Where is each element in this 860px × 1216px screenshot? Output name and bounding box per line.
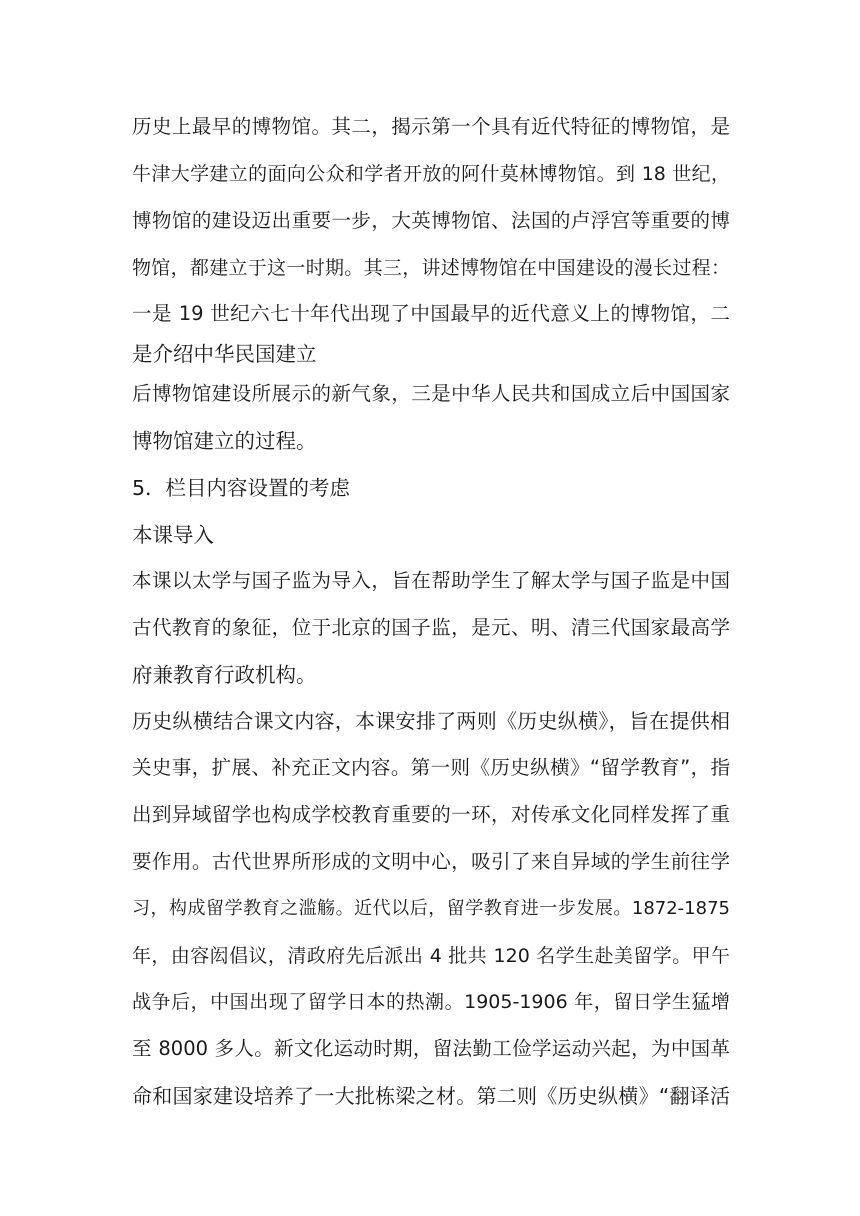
text-line: 命和国家建设培养了一大批栋梁之材。第二则《历史纵横》“翻译活 xyxy=(132,1084,730,1108)
text-line: 后博物馆建设所展示的新气象，三是中华人民共和国成立后中国国家 xyxy=(132,382,730,405)
text-line: 习，构成留学教育之滥觞。近代以后，留学教育进一步发展。1872-1875 xyxy=(132,898,730,919)
text-line: 博物馆的建设迈出重要一步，大英博物馆、法国的卢浮宫等重要的博 xyxy=(132,209,730,232)
text-line: 历史纵横结合课文内容，本课安排了两则《历史纵横》，旨在提供相 xyxy=(132,709,730,733)
text-line: 至 8000 多人。新文化运动时期，留法勤工俭学运动兴起，为中国革 xyxy=(132,1037,730,1060)
text-line: 是介绍中华民国建立 xyxy=(132,342,317,366)
section-heading: 5．栏目内容设置的考虑 xyxy=(132,476,351,500)
text-line: 历史上最早的博物馆。其二，揭示第一个具有近代特征的博物馆，是 xyxy=(132,115,730,138)
text-line: 物馆，都建立于这一时期。其三，讲述博物馆在中国建设的漫长过程： xyxy=(132,257,730,279)
text-line: 博物馆建立的过程。 xyxy=(132,429,317,453)
text-line: 古代教育的象征，位于北京的国子监，是元、明、清三代国家最高学 xyxy=(132,616,730,639)
text-line: 牛津大学建立的面向公众和学者开放的阿什莫林博物馆。到 18 世纪， xyxy=(132,163,730,185)
text-line: 要作用。古代世界所形成的文明中心，吸引了来自异域的学生前往学 xyxy=(132,850,730,873)
text-line: 关史事，扩展、补充正文内容。第一则《历史纵横》“留学教育”，指 xyxy=(132,756,730,779)
subsection-heading: 本课导入 xyxy=(132,523,214,547)
text-line: 一是 19 世纪六七十年代出现了中国最早的近代意义上的博物馆，二 xyxy=(132,302,730,325)
text-line: 府兼教育行政机构。 xyxy=(132,663,317,687)
text-line: 年，由容闳倡议，清政府先后派出 4 批共 120 名学生赴美留学。甲午 xyxy=(132,945,730,967)
text-line: 本课以太学与国子监为导入，旨在帮助学生了解太学与国子监是中国 xyxy=(132,569,730,592)
text-line: 出到异域留学也构成学校教育重要的一环，对传承文化同样发挥了重 xyxy=(132,803,730,826)
text-line: 战争后，中国出现了留学日本的热潮。1905-1906 年，留日学生猛增 xyxy=(132,991,730,1013)
